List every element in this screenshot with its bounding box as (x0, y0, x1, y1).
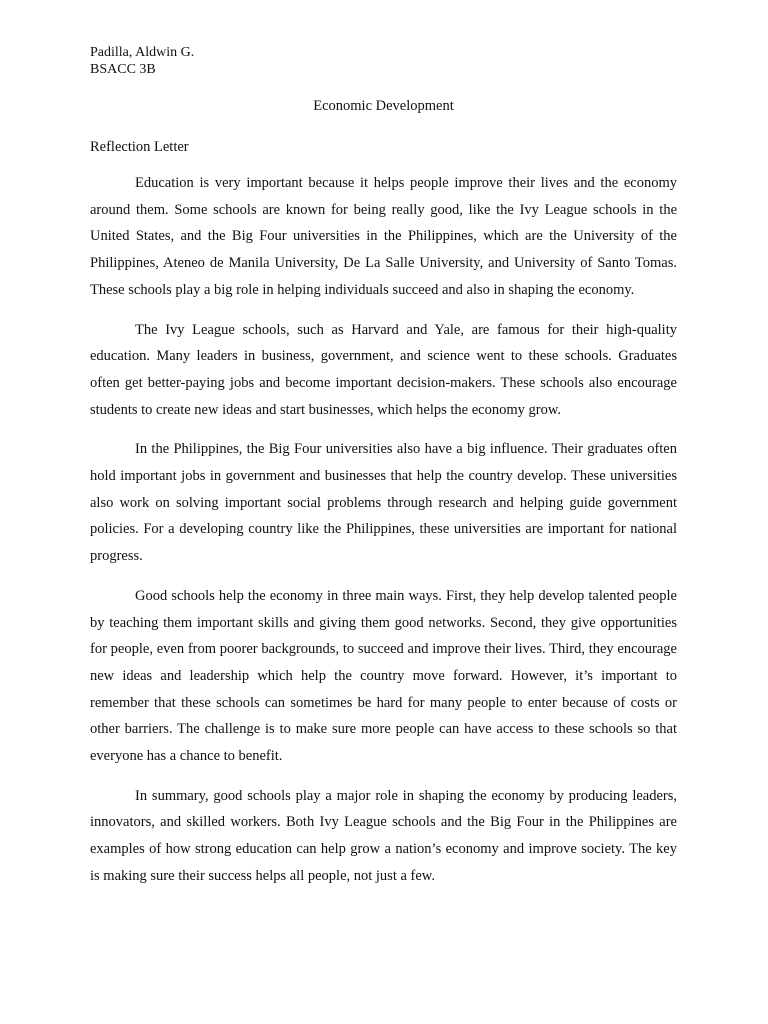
class-section: BSACC 3B (90, 62, 156, 77)
paragraph-ivy-league: The Ivy League schools, such as Harvard and Yale, are famous for their high-quality education. Many leaders in business, government, and science went to these schools. Graduates often get better-paying jobs and become important decision-makers. These schools also encourage students to create new ideas and start businesses, which helps the economy grow. (90, 321, 677, 418)
paragraph-summary: In summary, good schools play a major role in shaping the economy by producing leaders, innovators, and skilled workers. Both Ivy League schools and the Big Four in the Philippines are examples of how strong education can help grow a nation’s economy and improve society. The key is making sure their success helps all people, not just a few. (90, 787, 677, 884)
paragraph-three-ways: Good schools help the economy in three main ways. First, they help develop talented people by teaching them important skills and giving them good networks. Second, they give opportunities for people, even from poorer backgrounds, to succeed and improve their lives. Third, they encourage new ideas and leadership which help the country move forward. However, it’s important to remember that these schools can sometimes be hard for many people to enter because of costs or other barriers. The challenge is to make sure more people can have access to these schools so that everyone has a chance to benefit. (90, 587, 677, 765)
paragraph-big-four: In the Philippines, the Big Four universities also have a big influence. Their graduates often hold important jobs in government and businesses that help the country develop. These universities also work on solving important social problems through research and helping guide government policies. For a developing country like the Philippines, these universities are important for national progress. (90, 441, 677, 565)
author-name: Padilla, Aldwin G. (90, 45, 195, 60)
reflection-letter-label: Reflection Letter (90, 139, 189, 155)
document-title: Economic Development (313, 98, 454, 114)
paragraph-introduction: Education is very important because it helps people improve their lives and the economy around them. Some schools are known for being really good, like the Ivy League schools in the United States, and the Big Four universities in the Philippines, which are the University of the Philippines, Ateneo de Manila University, De La Salle University, and University of Santo Tomas. These schools play a big role in helping individuals succeed and also in shaping the economy. (90, 175, 677, 298)
